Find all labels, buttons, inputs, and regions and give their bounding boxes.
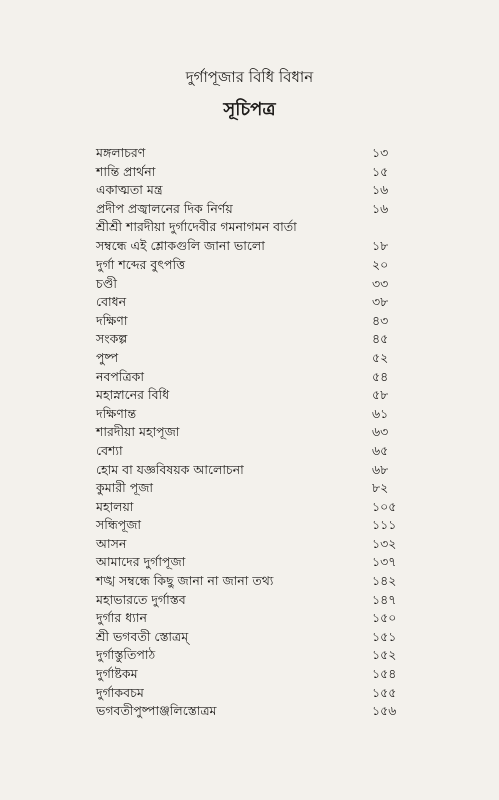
toc-entry-page: ১৫১ — [372, 628, 397, 644]
toc-entry — [96, 609, 416, 628]
toc-entry-title: দুর্গা শব্দের বুৎপত্তি — [96, 256, 186, 272]
toc-entry — [96, 665, 416, 684]
toc-heading: সূচিপত্র — [223, 99, 276, 120]
toc-entry — [96, 237, 416, 256]
toc-entry — [96, 684, 416, 703]
toc-entry-page: ২০ — [372, 256, 389, 272]
toc-entry-page: ৬৮ — [372, 461, 389, 477]
toc-entry-title: দুর্গাষ্টকম — [96, 666, 138, 682]
toc-entry — [96, 275, 416, 294]
toc-entry-page: ১১১ — [372, 517, 397, 533]
toc-entry — [96, 591, 416, 610]
toc-entry-page: ১৫৬ — [372, 703, 397, 719]
toc-entry-page: ৫২ — [372, 349, 389, 365]
toc-entry-title: একাত্মতা মন্ত্র — [96, 182, 163, 198]
toc-entry-page: ১০৫ — [372, 498, 397, 514]
toc-entry — [96, 553, 416, 572]
toc-entry-page: ১৫৪ — [372, 666, 397, 682]
toc-entry-title: নবপত্রিকা — [96, 368, 145, 384]
toc-entry-page: ৬১ — [372, 405, 389, 421]
toc-entry-title: শঙ্খ সম্বন্ধে কিছু জানা না জানা তথ্য — [96, 573, 274, 589]
toc-entry-title: পুষ্প — [96, 349, 119, 365]
toc-entry-page: ১৮ — [372, 238, 389, 254]
toc-entry-title: সংকল্প — [96, 331, 128, 347]
toc-entry-page: ১৫২ — [372, 647, 397, 663]
toc-entry-title: প্রদীপ প্রজ্বালনের দিক নির্ণয় — [96, 200, 233, 216]
toc-entry — [96, 461, 416, 480]
toc-entry — [96, 200, 416, 219]
toc-entry-page: ১৩৭ — [372, 554, 397, 570]
toc-entry — [96, 572, 416, 591]
toc-entry-page: ৩৮ — [372, 294, 389, 310]
toc-entry-title: শ্রীশ্রী শারদীয়া দুর্গাদেবীর গমনাগমন বার্তা — [96, 219, 297, 235]
toc-entry — [96, 702, 416, 721]
toc-entry — [96, 181, 416, 200]
toc-entry — [96, 349, 416, 368]
toc-entry-page: ১৫ — [372, 163, 389, 179]
toc-entry-page: ৬৫ — [372, 442, 389, 458]
toc-entry — [96, 498, 416, 517]
book-title: দুর্গাপূজার বিধি বিধান — [185, 68, 314, 86]
toc-entry-page: ১৫০ — [372, 610, 397, 626]
toc-entry-title: ভগবতীপুষ্পাঞ্জলিস্তোত্রম — [96, 703, 217, 719]
toc-entry-page: ৪৩ — [372, 312, 389, 328]
toc-entry-title: শারদীয়া মহাপূজা — [96, 424, 180, 440]
toc-entry-title: হোম বা যজ্ঞবিষয়ক আলোচনা — [96, 461, 244, 477]
toc-entry-page: ১৪২ — [372, 573, 397, 589]
toc-entry-title: মহাস্নানের বিধি — [96, 387, 170, 403]
toc-entry-title: আমাদের দুর্গাপূজা — [96, 554, 186, 570]
toc-entry-title: মঙ্গলাচরণ — [96, 145, 146, 160]
toc-entry-title: চণ্ডী — [96, 275, 117, 291]
toc-entry — [96, 479, 416, 498]
toc-entry — [96, 293, 416, 312]
toc-entry-page: ৪৫ — [372, 331, 389, 347]
toc-entry-title: মহালয়া — [96, 498, 134, 514]
toc-entry — [96, 256, 416, 275]
toc-entry — [96, 405, 416, 424]
toc-entry-title: শ্রী ভগবতী স্তোত্রম্ — [96, 628, 189, 644]
toc-entry-page: ১৫৫ — [372, 684, 397, 700]
toc-entry-page: ১৩ — [372, 145, 389, 160]
toc-entry-page: ৮২ — [372, 480, 389, 496]
toc-entry-page: ৩৩ — [372, 275, 389, 291]
toc-entry-title: শান্তি প্রার্থনা — [96, 163, 156, 179]
toc-entry-page: ১৩২ — [372, 535, 397, 551]
toc-entry-page: ১৬ — [372, 200, 389, 216]
toc-entry — [96, 516, 416, 535]
toc-entry-title: দুর্গার ধ্যান — [96, 610, 147, 626]
toc-entry — [96, 386, 416, 405]
toc-entry-title: দক্ষিণান্ত — [96, 405, 137, 421]
toc-entry-page: ৫৪ — [372, 368, 389, 384]
toc-entry-page: ১৪৭ — [372, 591, 397, 607]
toc-entry — [96, 423, 416, 442]
toc-entry — [96, 163, 416, 182]
toc-entry — [96, 312, 416, 331]
toc-entry — [96, 144, 416, 163]
toc-entry-page: ১৬ — [372, 182, 389, 198]
toc-entry-title: সম্বন্ধে এই শ্লোকগুলি জানা ভালো — [96, 238, 265, 254]
toc-entry — [96, 368, 416, 387]
toc-entry-title: মহাভারতে দুর্গাস্তব — [96, 591, 186, 607]
toc-entry — [96, 535, 416, 554]
toc-entry-title: দুর্গাকবচম — [96, 684, 144, 700]
toc-entry — [96, 218, 416, 237]
toc-entry — [96, 628, 416, 647]
toc-entry-title: বোধন — [96, 294, 127, 310]
toc-entry-page: ৫৮ — [372, 387, 389, 403]
toc-entry-title: দুর্গাস্তুতিপাঠ — [96, 647, 156, 663]
toc-entry — [96, 646, 416, 665]
toc-entry-title: সন্ধিপূজা — [96, 517, 142, 533]
toc-entry-page: ৬৩ — [372, 424, 389, 440]
toc-entry-title: কুমারী পূজা — [96, 480, 154, 496]
toc-entry-title: আসন — [96, 535, 127, 551]
toc-entry-title: দক্ষিণা — [96, 312, 128, 328]
toc-entry-title: বেশ্যা — [96, 442, 123, 458]
toc-entry — [96, 442, 416, 461]
toc-list — [96, 144, 416, 721]
toc-entry — [96, 330, 416, 349]
